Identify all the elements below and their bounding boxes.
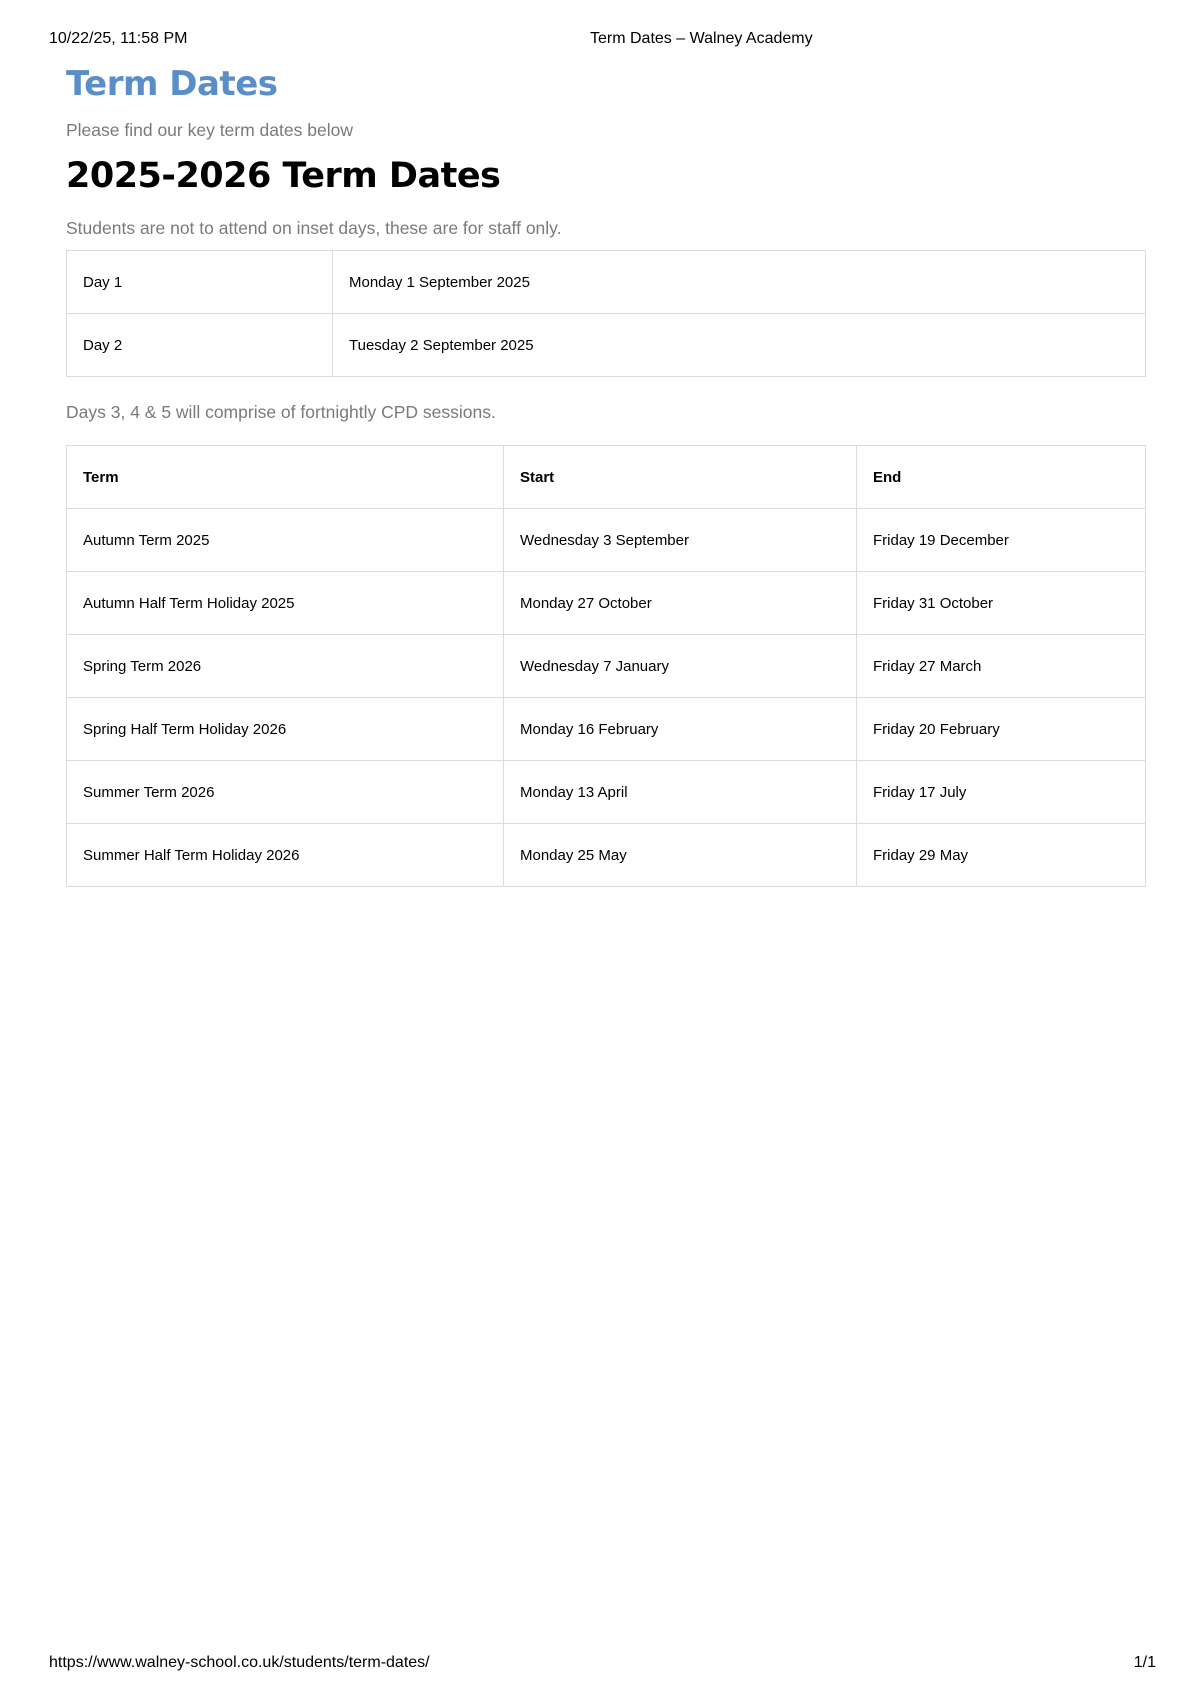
section-heading: 2025-2026 Term Dates	[66, 156, 501, 196]
term-name: Spring Half Term Holiday 2026	[67, 698, 504, 761]
inset-day-label: Day 1	[67, 251, 333, 314]
page-url: https://www.walney-school.co.uk/students/term-dates/	[49, 1654, 430, 1671]
term-name: Summer Half Term Holiday 2026	[67, 824, 504, 887]
term-name: Spring Term 2026	[67, 635, 504, 698]
print-footer	[49, 1654, 1156, 1676]
table-row	[67, 824, 1146, 887]
table-row	[67, 509, 1146, 572]
page-title: Term Dates	[66, 64, 278, 104]
inset-note: Students are not to attend on inset days, these are for staff only.	[66, 218, 562, 238]
term-end: Friday 27 March	[857, 635, 1146, 698]
intro-text: Please find our key term dates below	[66, 120, 353, 140]
table-row	[67, 572, 1146, 635]
term-end: Friday 17 July	[857, 761, 1146, 824]
term-end: Friday 19 December	[857, 509, 1146, 572]
table-row	[67, 635, 1146, 698]
print-header	[49, 30, 1149, 52]
inset-day-date: Tuesday 2 September 2025	[333, 314, 1146, 377]
column-header-end: End	[857, 446, 1146, 509]
table-header-row	[67, 446, 1146, 509]
table-row	[67, 314, 1146, 377]
term-name: Autumn Half Term Holiday 2025	[67, 572, 504, 635]
table-row	[67, 761, 1146, 824]
terms-table	[66, 445, 1146, 887]
term-start: Wednesday 3 September	[504, 509, 857, 572]
term-start: Monday 13 April	[504, 761, 857, 824]
term-start: Monday 25 May	[504, 824, 857, 887]
table-row	[67, 251, 1146, 314]
cpd-note: Days 3, 4 & 5 will comprise of fortnightly CPD sessions.	[66, 402, 496, 422]
term-end: Friday 31 October	[857, 572, 1146, 635]
print-page-title: Term Dates – Walney Academy	[590, 30, 813, 47]
inset-days-table	[66, 250, 1146, 377]
main-content	[66, 60, 1146, 864]
term-name: Autumn Term 2025	[67, 509, 504, 572]
print-timestamp: 10/22/25, 11:58 PM	[49, 30, 188, 47]
column-header-term: Term	[67, 446, 504, 509]
term-end: Friday 20 February	[857, 698, 1146, 761]
column-header-start: Start	[504, 446, 857, 509]
inset-day-label: Day 2	[67, 314, 333, 377]
term-end: Friday 29 May	[857, 824, 1146, 887]
page-number: 1/1	[1133, 1654, 1156, 1671]
term-name: Summer Term 2026	[67, 761, 504, 824]
term-start: Wednesday 7 January	[504, 635, 857, 698]
term-start: Monday 16 February	[504, 698, 857, 761]
table-row	[67, 698, 1146, 761]
inset-day-date: Monday 1 September 2025	[333, 251, 1146, 314]
term-start: Monday 27 October	[504, 572, 857, 635]
